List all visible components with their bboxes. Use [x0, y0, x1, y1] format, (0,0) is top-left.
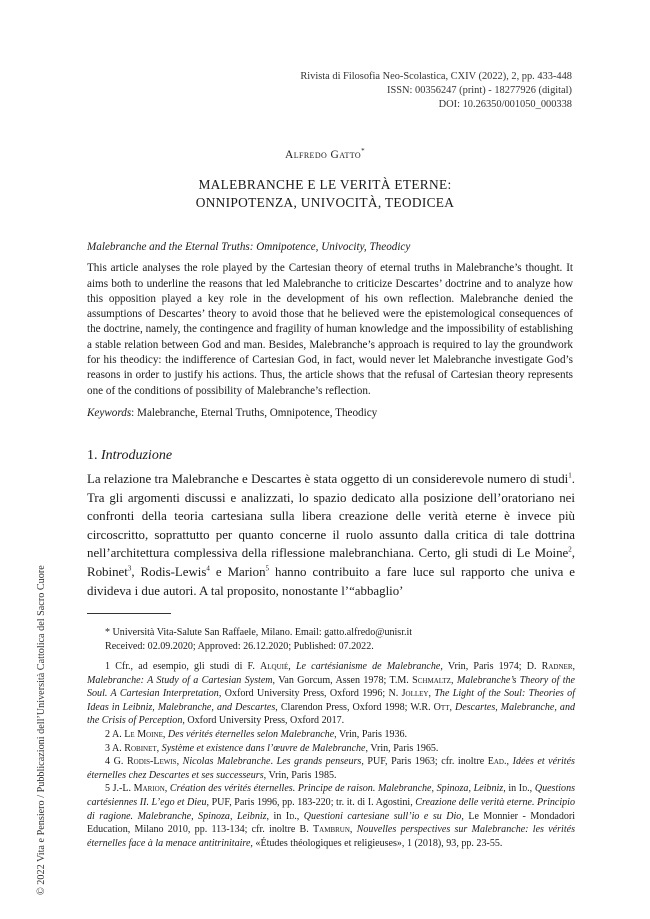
- keywords: [87, 406, 573, 421]
- author-footnote: [105, 626, 575, 653]
- article-title-line-1: MALEBRANCHE E LE VERITÀ ETERNE:: [198, 177, 452, 192]
- footnote-1: 1 Cfr., ad esempio, gli studi di F. Alquié, Le cartésianisme de Malebranche, Vrin, Paris 1974; D. Radner, Malebranche: A Study of a Cartesian System, Van Gorcum, Assen 1978; T.M. Schmaltz, Malebranche’s Theory of the Soul. A Cartesian Interpretation, Oxford University Press, Oxford 1996; N. Jolley, The Light of the Soul: Theories of Ideas in Leibniz, Malebranche, and Descartes, Clarendon Press, Oxford 1998; W.R. Ott, Descartes, Malebranche, and the Crisis of Perception, Oxford University Press, Oxford 2017.: [87, 661, 576, 727]
- article-dates: Received: 02.09.2020; Approved: 26.12.2020; Published: 07.2022.: [105, 640, 374, 652]
- abstract-body: This article analyses the role played by the Cartesian theory of eternal truths in Malebranche’s thought. It aims both to underline the reasons that led Malebranche to criticize Descartes’ doctrine and to analyze how this opposition played a key role in the development of his own reflection. Malebranche denied the assumptions of Descartes’ theory to avoid those that he believed were the epistemological consequences of the doctrine, namely, the contingence and fragility of human knowledge and the impossibility of establishing a stable relation between God and man. Besides, Malebranche’s approach is required to lay the groundwork for his theodicy: the indifference of Cartesian God, in fact, would never let Malebranche investigate God’s reasons in order to justify his actions. Thus, the article shows that the refusal of Cartesian theory represents one of the conditions of possibility of Malebranche’s reflection.: [87, 262, 573, 397]
- footnote-ref-4[interactable]: 4: [206, 564, 210, 573]
- footnote-ref-5[interactable]: 5: [265, 564, 270, 573]
- article-title: [0, 176, 650, 212]
- journal-doi[interactable]: DOI: 10.26350/001050_000338: [438, 99, 572, 111]
- keywords-label: Keywords: [87, 406, 132, 419]
- article-title-line-2: ONNIPOTENZA, UNIVOCITÀ, TEODICEA: [195, 195, 455, 210]
- footnotes: [87, 660, 575, 850]
- keywords-list: : Malebranche, Eternal Truths, Omnipotence, Theodicy: [131, 406, 378, 419]
- section-heading: 1. Introduzione: [87, 448, 173, 463]
- author-affiliation: * Università Vita-Salute San Raffaele, Milano. Email: gatto.alfredo@unisr.it: [105, 627, 413, 638]
- journal-issn: ISSN: 00356247 (print) - 18277926 (digital): [387, 85, 572, 97]
- footnote-5: 5 J.-L. Marion, Création des vérités éternelles. Principe de raison. Malebranche, Spinoza, Leibniz, in Id., Questions cartésiennes II. L’ego et Dieu, PUF, Paris 1996, pp. 183-220; tr. it. di I. Agostini, Creazione delle verità eterne. Principio di ragione. Malebranche, Spinoza, Leibniz, in Id., Questioni cartesiane sull’io e su Dio, Le Monnier - Mondadori Education, Milano 2010, pp. 113-134; cfr. inoltre B. Tambrun, Nouvelles perspectives sur Malebranche: les vérités éternelles face à la menace antitrinitaire, «Études théologiques et religieuses», 1 (2018), 93, pp. 23-55.: [87, 783, 576, 849]
- footnote-2: 2 A. Le Moine, Des vérités éternelles selon Malebranche, Vrin, Paris 1936.: [105, 728, 408, 740]
- abstract: [87, 240, 573, 421]
- english-title: Malebranche and the Eternal Truths: Omnipotence, Univocity, Theodicy: [87, 241, 411, 253]
- body-paragraph: La relazione tra Malebranche e Descartes è stata oggetto di un considerevole numero di studi$^1$. Tra gli argomenti discussi e analizzati, lo spazio dedicato alla posizione dell’oratoriano nei confronti della teoria cartesiana sulla libera creazione delle verità eterne è invece più circoscritto, soprattutto per quanto concerne il ruolo assunto dalla critica di tale dottrina nell’architettura complessiva della riflessione malebranchiana. Certo, gli studi di Le Moine$^2$, Robinet$^3$, Rodis-Lewis$^4$ e Marion$^5$ hanno contribuito a fare luce sul rapporto che univa e divideva i due autori. A tal proposito, nonostante l’“abbaglio’: [87, 471, 575, 598]
- footnote-3: 3 A. Robinet, Système et existence dans l’œuvre de Malebranche, Vrin, Paris 1965.: [105, 742, 439, 754]
- footnote-ref-1[interactable]: 1: [568, 471, 572, 480]
- journal-header: [300, 70, 572, 113]
- footnote-ref-2[interactable]: 2: [568, 546, 572, 555]
- footnote-4: 4 G. Rodis-Lewis, Nicolas Malebranche. Les grands penseurs, PUF, Paris 1963; cfr. inoltre Ead., Idées et vérités éternelles chez Descartes et ses successeurs, Vrin, Paris 1985.: [87, 756, 575, 781]
- author-footnote-mark: *: [361, 147, 366, 156]
- journal-citation: Rivista di Filosofia Neo-Scolastica, CXIV (2022), 2, pp. 433-448: [300, 71, 572, 82]
- footnote-ref-3[interactable]: 3: [127, 564, 132, 573]
- copyright-side-text: © 2022 Vita e Pensiero / Pubblicazioni dell’Università Cattolica del Sacro Cuore: [36, 565, 47, 895]
- footnote-divider: [87, 613, 171, 614]
- author-name: Alfredo Gatto*: [284, 147, 366, 161]
